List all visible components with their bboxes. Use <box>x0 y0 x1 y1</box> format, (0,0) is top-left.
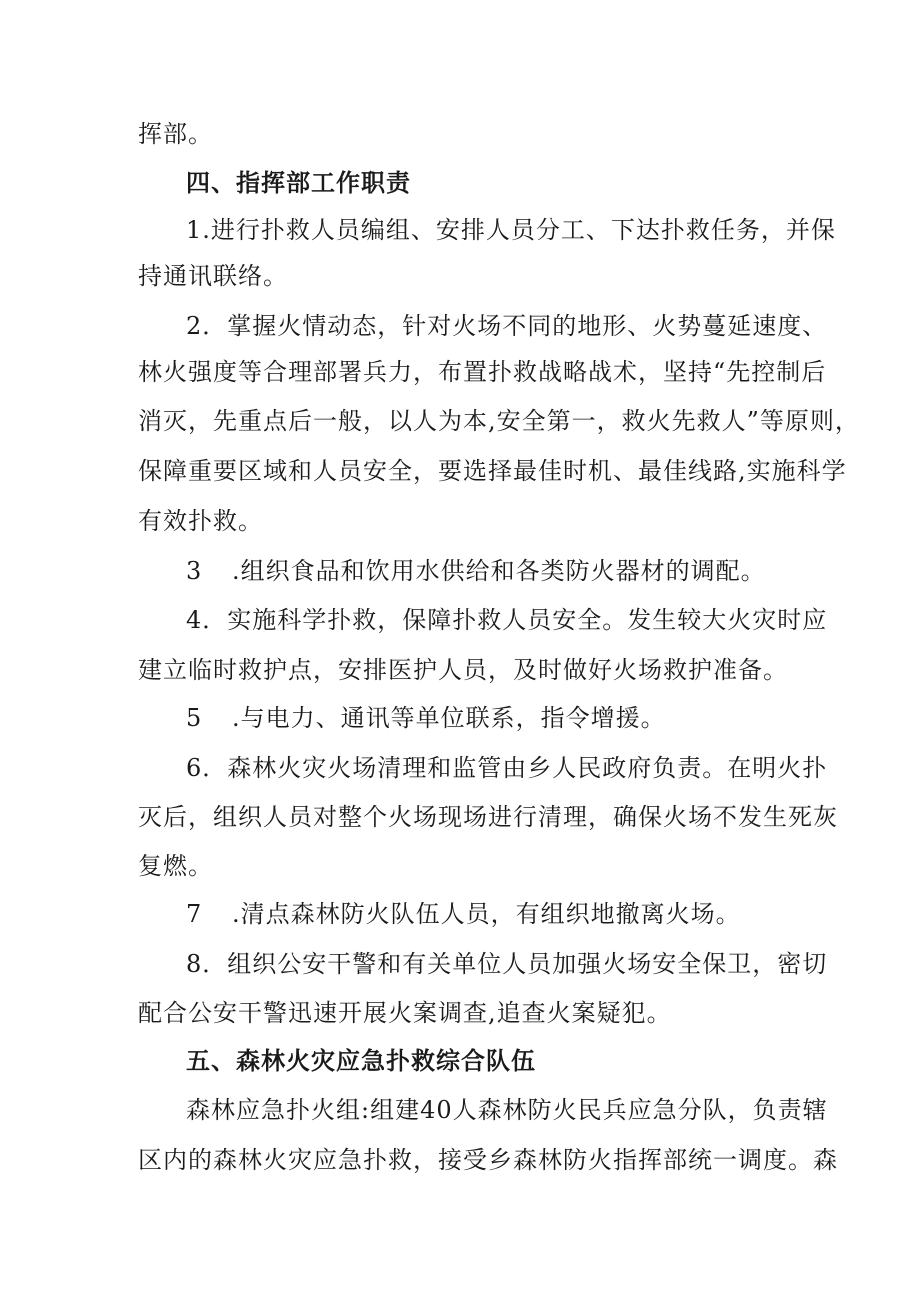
paragraph-line <box>186 555 766 587</box>
paragraph-line: 消灭，先重点后一般，以人为本,安全第一，救火先救人”等原则， <box>138 407 860 435</box>
paragraph-line: 有效扑救。 <box>138 507 263 535</box>
paragraph-line: 保障重要区域和人员安全，要选择最佳时机、最佳线路,实施科学 <box>138 457 847 485</box>
list-text: .组织食品和饮用水供给和各类防火器材的调配。 <box>232 557 766 585</box>
section-heading: 五、森林火灾应急扑救综合队伍 <box>186 1047 536 1075</box>
paragraph-line: 6．森林火灾火场清理和监管由乡人民政府负责。在明火扑 <box>186 754 828 782</box>
paragraph-line: 灭后，组织人员对整个火场现场进行清理，确保火场不发生死灰 <box>138 803 838 831</box>
paragraph-line: 林火强度等合理部署兵力，布置扑救战略战术，坚持“先控制后 <box>138 358 827 386</box>
list-number: 5 <box>186 704 203 732</box>
paragraph-line: 4．实施科学扑救，保障扑救人员安全。发生较大火灾时应 <box>186 606 828 634</box>
paragraph-line: 挥部。 <box>138 120 213 148</box>
paragraph-line: 区内的森林火灾应急扑救，接受乡森林防火指挥部统一调度。森 <box>138 1146 838 1174</box>
paragraph-line: 持通讯联络。 <box>138 262 288 290</box>
list-text: .清点森林防火队伍人员，有组织地撤离火场。 <box>232 900 741 928</box>
paragraph-line: 2．掌握火情动态，针对火场不同的地形、火势蔓延速度、 <box>186 312 828 340</box>
paragraph-line: 配合公安干警迅速开展火案调查,追查火案疑犯。 <box>138 999 672 1027</box>
paragraph-line: 复燃。 <box>138 852 213 880</box>
paragraph-line: 森林应急扑火组:组建40人森林防火民兵应急分队，负责辖 <box>186 1096 828 1124</box>
list-number: 7 <box>186 900 203 928</box>
paragraph-line: 1.进行扑救人员编组、安排人员分工、下达扑救任务，并保 <box>186 216 836 244</box>
paragraph-line: 建立临时救护点，安排医护人员，及时做好火场救护准备。 <box>138 656 788 684</box>
list-text: .与电力、通讯等单位联系，指令增援。 <box>232 704 666 732</box>
paragraph-line: 8．组织公安干警和有关单位人员加强火场安全保卫，密切 <box>186 950 828 978</box>
paragraph-line <box>186 702 666 734</box>
paragraph-line <box>186 898 741 930</box>
section-heading: 四、指挥部工作职责 <box>186 169 411 197</box>
list-number: 3 <box>186 557 203 585</box>
